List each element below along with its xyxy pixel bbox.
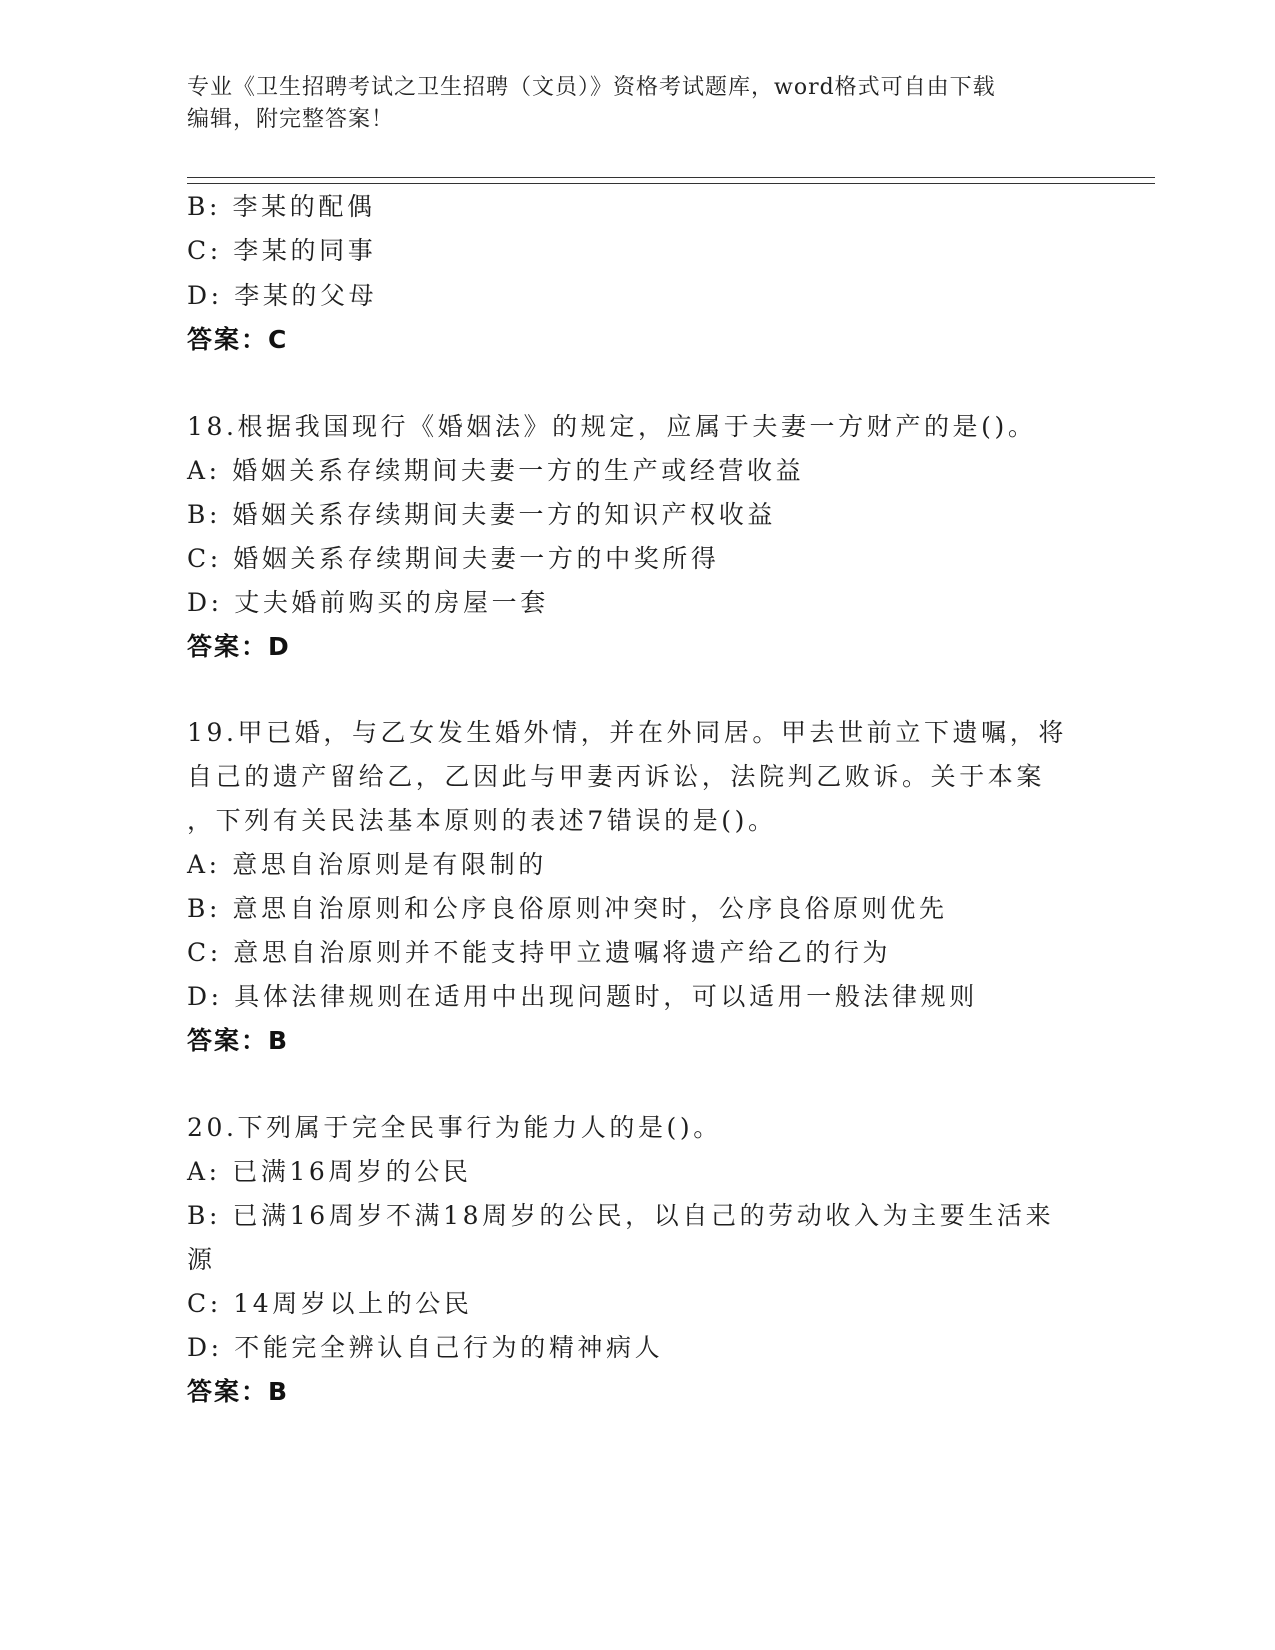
q20-option-a: A: 已满16周岁的公民 (187, 1157, 472, 1186)
header-line-1: 专业《卫生招聘考试之卫生招聘（文员）》资格考试题库，word格式可自由下载 (187, 75, 996, 100)
q17-option-b: B: 李某的配偶 (187, 192, 376, 221)
q18-stem: 18.根据我国现行《婚姻法》的规定，应属于夫妻一方财产的是()。 (187, 412, 1037, 441)
q20-option-d: D: 不能完全辨认自己行为的精神病人 (187, 1333, 664, 1362)
q17-option-d: D: 李某的父母 (187, 281, 378, 310)
q18-option-d: D: 丈夫婚前购买的房屋一套 (187, 588, 549, 617)
header-line-2: 编辑，附完整答案！ (187, 107, 395, 132)
header-divider-top (187, 177, 1155, 178)
q19-answer: 答案：B (187, 1026, 290, 1055)
q17-option-c: C: 李某的同事 (187, 236, 377, 265)
q20-stem: 20.下列属于完全民事行为能力人的是()。 (187, 1113, 722, 1142)
document-header (187, 72, 1067, 136)
q19-stem-line-2: 自己的遗产留给乙，乙因此与甲妻丙诉讼，法院判乙败诉。关于本案 (187, 762, 1046, 791)
q19-stem-line-1: 19.甲已婚，与乙女发生婚外情，并在外同居。甲去世前立下遗嘱，将 (187, 718, 1067, 747)
q19-option-d: D: 具体法律规则在适用中出现问题时，可以适用一般法律规则 (187, 982, 978, 1011)
q18-answer: 答案：D (187, 632, 291, 661)
header-divider-bottom (187, 183, 1155, 184)
q19-option-c: C: 意思自治原则并不能支持甲立遗嘱将遗产给乙的行为 (187, 938, 892, 967)
q20-option-b-line-1: B: 已满16周岁不满18周岁的公民，以自己的劳动收入为主要生活来 (187, 1201, 1055, 1230)
q19-option-b: B: 意思自治原则和公序良俗原则冲突时，公序良俗原则优先 (187, 894, 948, 923)
q18-option-b: B: 婚姻关系存续期间夫妻一方的知识产权收益 (187, 500, 776, 529)
q20-answer: 答案：B (187, 1377, 290, 1406)
q19-option-a: A: 意思自治原则是有限制的 (187, 850, 547, 879)
q20-option-c: C: 14周岁以上的公民 (187, 1289, 473, 1318)
q19-stem-line-3: ，下列有关民法基本原则的表述7错误的是()。 (187, 806, 777, 835)
q20-option-b-line-2: 源 (187, 1245, 216, 1274)
q18-option-c: C: 婚姻关系存续期间夫妻一方的中奖所得 (187, 544, 720, 573)
q18-option-a: A: 婚姻关系存续期间夫妻一方的生产或经营收益 (187, 456, 805, 485)
q17-answer: 答案：C (187, 325, 289, 354)
